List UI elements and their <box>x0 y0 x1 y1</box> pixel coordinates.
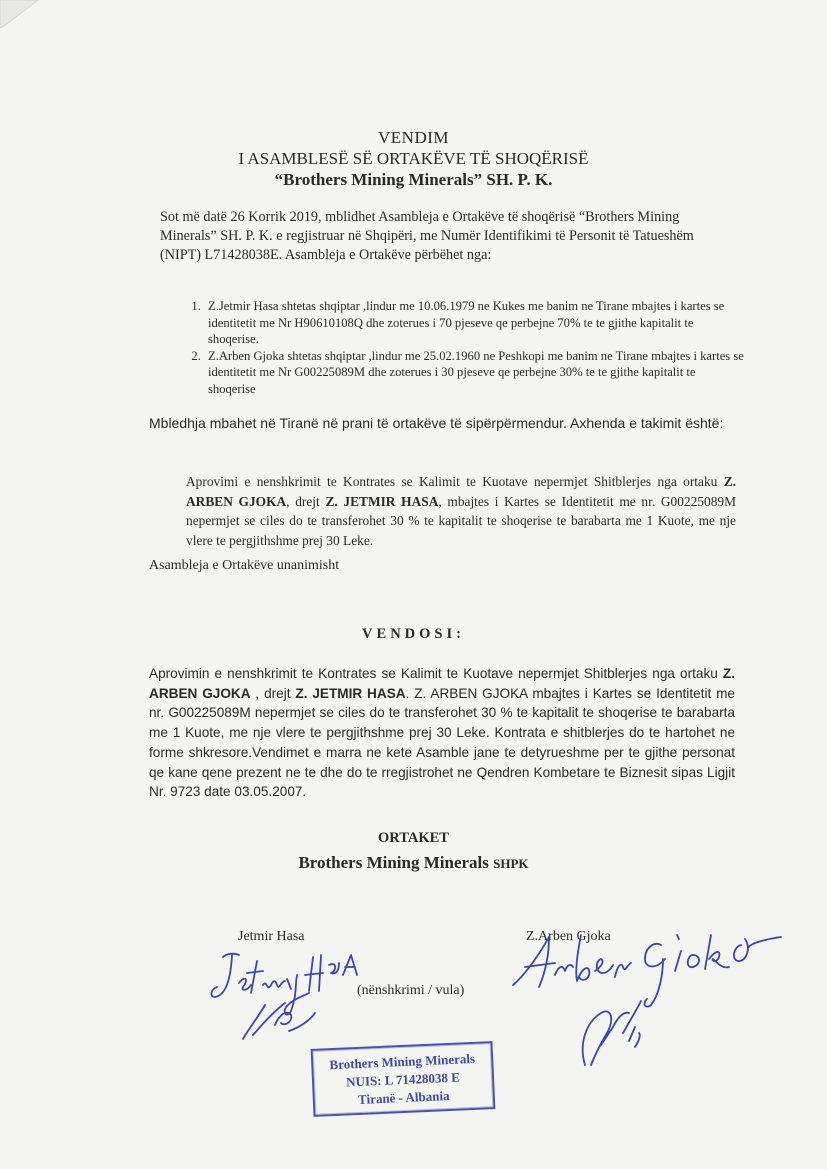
page-corner-fold <box>0 0 40 40</box>
agenda-text: , drejt <box>286 493 326 509</box>
decision-text: . Z. ARBEN GJOKA mbajtes i Kartes se Identitetit me nr. G00225089M nepermjet se ciles do te transferohet 30 % te kapitalit te shoqerise te barabarta me 1 Kuote, me nje vlere te pergjithshme prej 30 Leke. Kontrata e shitblerjes do te hartohet ne forme shkresore.Vendimet e marra ne kete Asamble jane te detyrueshme per te gjithe personat qe kane qene prezent ne te dhe do te rregjistrohet ne Qendren Kombetare te Biznesit sipas Ligjit Nr. 9723 date 03.05.2007. <box>149 685 735 800</box>
decision-seller: Z. ARBEN GJOKA <box>149 666 735 701</box>
list-item: 2. Z.Arben Gjoka shtetas shqiptar ,lindur me 25.02.1960 ne Peshkopi me banim ne Tirane mbajtes i kartes se identitetit me Nr G00225089M dhe zoterues i 30 pjeseve qe perbejne 30% te te gjithe kapitalit te shoqerise <box>204 348 744 398</box>
unanimously-line: Asambleja e Ortakëve unanimisht <box>149 558 340 573</box>
decision-text: Aprovimin e nenshkrimit te Kontrates se Kalimit te Kuotave nepermjet Shitblerjes nga ortaku <box>149 666 723 681</box>
decided-heading: VENDOSI: <box>362 626 465 642</box>
right-signatory-name: Z.Arben Gjoka <box>526 929 611 944</box>
company-name <box>0 853 827 873</box>
title-vendim: VENDIM <box>378 128 449 147</box>
signature-note: (nënshkrimi / vula) <box>357 983 465 998</box>
company-suffix: SHPK <box>493 856 529 871</box>
agenda-item <box>186 472 736 550</box>
title-company: “Brothers Mining Minerals” SH. P. K. <box>274 170 553 189</box>
list-item: 1. Z.Jetmir Hasa shtetas shqiptar ,lindur me 10.06.1979 ne Kukes me banim ne Tirane mbajtes i kartes se identitetit me Nr H90610108Q dhe zoterues i 70 pjeseve qe perbejne 70% te te gjithe kapitalit te shoqerise. <box>204 298 744 348</box>
decision-buyer: Z. JETMIR HASA <box>295 685 406 701</box>
agenda-buyer: Z. JETMIR HASA <box>325 493 439 509</box>
agenda-seller: Z. ARBEN GJOKA <box>186 474 736 509</box>
decision-paragraph <box>149 664 735 802</box>
partners-list <box>170 298 744 397</box>
company-stamp <box>311 1041 496 1117</box>
stamp-company-name: Brothers Mining Minerals <box>329 1050 476 1073</box>
agenda-text: , mbajtes i Kartes se Identitetit me nr. G00225089M nepermjet se ciles do te transferohet 30 % te kapitalit te shoqerise te barabarta me 1 Kuote, me nje vlere te pergjithshme prej 30 Leke. <box>186 493 736 548</box>
agenda-intro: Mbledhja mbahet në Tiranë në prani të ortakëve të sipërpërmendur. Axhenda e takimit është: <box>149 415 724 431</box>
title-assembly: I ASAMBLESË SË ORTAKËVE TË SHOQËRISË <box>238 149 589 168</box>
company-name-text: Brothers Mining Minerals <box>298 853 489 872</box>
stamp-nuis: NUIS: L 71428038 E <box>345 1069 461 1090</box>
left-signatory-name: Jetmir Hasa <box>238 929 305 944</box>
right-signature <box>505 915 795 1075</box>
decision-text: , drejt <box>250 685 296 701</box>
intro-paragraph: Sot më datë 26 Korrik 2019, mblidhet Asambleja e Ortakëve të shoqërisë “Brothers Mining Minerals” SH. P. K. e regjistruar në Shqipëri, me Numër Identifikimi të Personit të Tatueshëm (NIPT) L71428038E. Asambleja e Ortakëve përbëhet nga: <box>160 209 694 263</box>
agenda-text: Aprovimi e nenshkrimit te Kontrates se Kalimit te Kuotave nepermjet Shitblerjes nga ortaku <box>186 474 724 489</box>
left-signature <box>205 935 365 1050</box>
stamp-location: Tiranë - Albania <box>357 1087 450 1107</box>
partners-heading: ORTAKET <box>378 830 449 846</box>
